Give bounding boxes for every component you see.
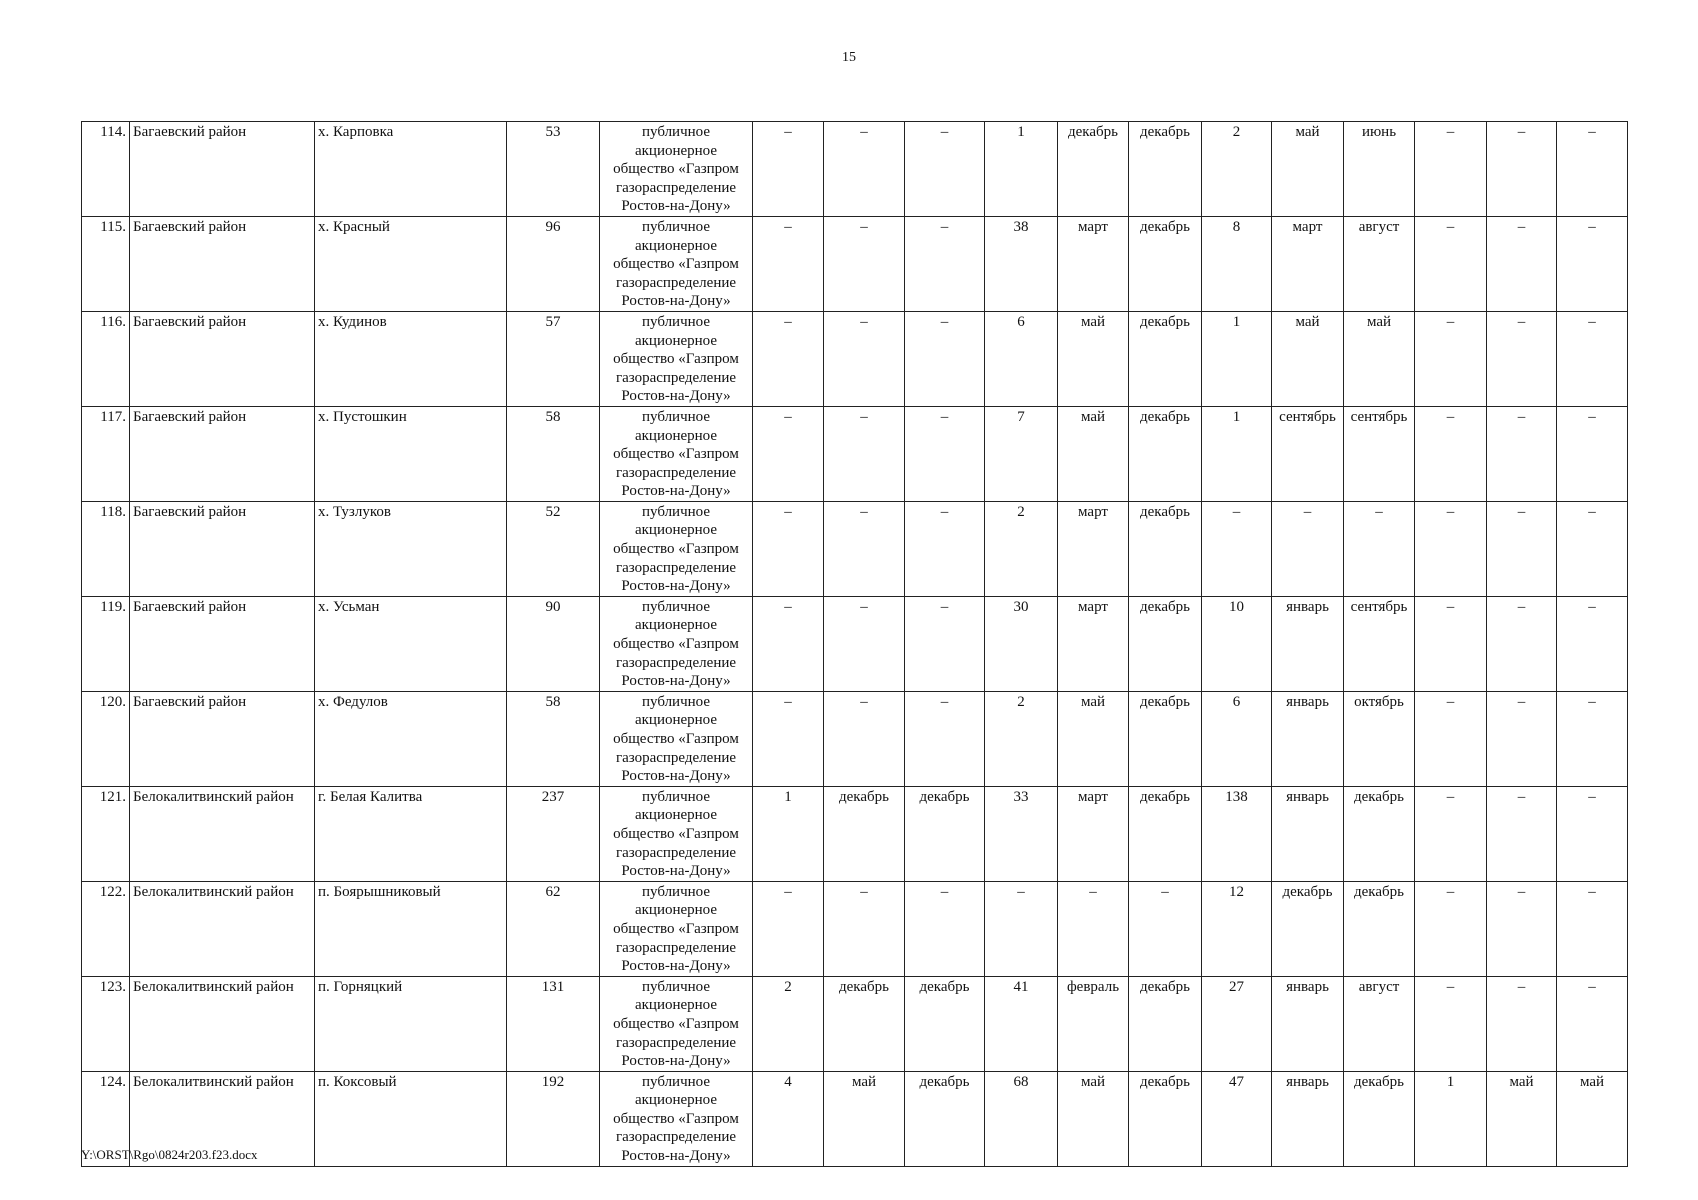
count-cell: 62 <box>507 881 600 976</box>
gasification-table <box>81 121 1628 1167</box>
row-number-cell: 116. <box>82 311 130 406</box>
period1-start-cell: – <box>824 122 905 217</box>
table-row <box>82 406 1628 501</box>
period1-start-cell: – <box>824 311 905 406</box>
period1-end-cell: – <box>905 596 985 691</box>
period4-start-cell: – <box>1487 786 1557 881</box>
period4-count-cell: – <box>1415 596 1487 691</box>
period2-end-cell: декабрь <box>1129 976 1202 1071</box>
period2-start-cell: март <box>1058 596 1129 691</box>
period3-end-cell: декабрь <box>1344 1071 1415 1166</box>
period1-count-cell: – <box>753 881 824 976</box>
period4-start-cell: – <box>1487 976 1557 1071</box>
period1-end-cell: декабрь <box>905 1071 985 1166</box>
organization-cell: публичное акционерное общество «Газпром газораспределение Ростов-на-Дону» <box>600 691 753 786</box>
period4-start-cell: – <box>1487 691 1557 786</box>
table-row <box>82 881 1628 976</box>
count-cell: 131 <box>507 976 600 1071</box>
period4-count-cell: 1 <box>1415 1071 1487 1166</box>
period3-start-cell: январь <box>1272 691 1344 786</box>
period2-count-cell: 30 <box>985 596 1058 691</box>
period4-end-cell: – <box>1557 406 1628 501</box>
period1-start-cell: май <box>824 1071 905 1166</box>
period2-count-cell: 41 <box>985 976 1058 1071</box>
period2-count-cell: 38 <box>985 216 1058 311</box>
period2-count-cell: 2 <box>985 691 1058 786</box>
period2-start-cell: март <box>1058 216 1129 311</box>
settlement-cell: г. Белая Калитва <box>315 786 507 881</box>
period1-count-cell: 4 <box>753 1071 824 1166</box>
period4-count-cell: – <box>1415 216 1487 311</box>
period4-end-cell: – <box>1557 122 1628 217</box>
period3-end-cell: октябрь <box>1344 691 1415 786</box>
row-number-cell: 115. <box>82 216 130 311</box>
period1-count-cell: – <box>753 216 824 311</box>
period2-count-cell: – <box>985 881 1058 976</box>
period1-count-cell: – <box>753 311 824 406</box>
period4-count-cell: – <box>1415 976 1487 1071</box>
period2-count-cell: 1 <box>985 122 1058 217</box>
count-cell: 90 <box>507 596 600 691</box>
row-number-cell: 120. <box>82 691 130 786</box>
table-row <box>82 786 1628 881</box>
settlement-cell: х. Красный <box>315 216 507 311</box>
period3-count-cell: 27 <box>1202 976 1272 1071</box>
period3-count-cell: 8 <box>1202 216 1272 311</box>
settlement-cell: х. Пустошкин <box>315 406 507 501</box>
period2-end-cell: декабрь <box>1129 786 1202 881</box>
period3-end-cell: сентябрь <box>1344 596 1415 691</box>
organization-cell: публичное акционерное общество «Газпром газораспределение Ростов-на-Дону» <box>600 881 753 976</box>
period1-count-cell: – <box>753 691 824 786</box>
period4-start-cell: – <box>1487 216 1557 311</box>
period1-start-cell: – <box>824 691 905 786</box>
period4-end-cell: – <box>1557 596 1628 691</box>
table-row <box>82 596 1628 691</box>
period1-end-cell: – <box>905 122 985 217</box>
period2-end-cell: декабрь <box>1129 1071 1202 1166</box>
period3-count-cell: 2 <box>1202 122 1272 217</box>
period3-end-cell: сентябрь <box>1344 406 1415 501</box>
period4-count-cell: – <box>1415 691 1487 786</box>
period4-start-cell: – <box>1487 881 1557 976</box>
row-number-cell: 118. <box>82 501 130 596</box>
table-row <box>82 216 1628 311</box>
period2-count-cell: 2 <box>985 501 1058 596</box>
period2-start-cell: март <box>1058 501 1129 596</box>
table-row <box>82 311 1628 406</box>
period4-count-cell: – <box>1415 311 1487 406</box>
period2-end-cell: декабрь <box>1129 122 1202 217</box>
organization-cell: публичное акционерное общество «Газпром газораспределение Ростов-на-Дону» <box>600 122 753 217</box>
district-cell: Белокалитвинский район <box>130 881 315 976</box>
district-cell: Багаевский район <box>130 691 315 786</box>
row-number-cell: 114. <box>82 122 130 217</box>
table-row <box>82 501 1628 596</box>
period1-end-cell: декабрь <box>905 786 985 881</box>
period3-start-cell: май <box>1272 122 1344 217</box>
district-cell: Багаевский район <box>130 406 315 501</box>
period1-start-cell: – <box>824 596 905 691</box>
period3-end-cell: декабрь <box>1344 786 1415 881</box>
period3-end-cell: декабрь <box>1344 881 1415 976</box>
period2-start-cell: февраль <box>1058 976 1129 1071</box>
period2-start-cell: декабрь <box>1058 122 1129 217</box>
period3-start-cell: – <box>1272 501 1344 596</box>
district-cell: Белокалитвинский район <box>130 976 315 1071</box>
period2-start-cell: май <box>1058 1071 1129 1166</box>
settlement-cell: п. Горняцкий <box>315 976 507 1071</box>
period3-count-cell: – <box>1202 501 1272 596</box>
organization-cell: публичное акционерное общество «Газпром газораспределение Ростов-на-Дону» <box>600 1071 753 1166</box>
period4-end-cell: – <box>1557 881 1628 976</box>
period1-start-cell: – <box>824 881 905 976</box>
period2-count-cell: 68 <box>985 1071 1058 1166</box>
row-number-cell: 124. <box>82 1071 130 1166</box>
period2-end-cell: декабрь <box>1129 406 1202 501</box>
period3-count-cell: 47 <box>1202 1071 1272 1166</box>
district-cell: Багаевский район <box>130 216 315 311</box>
period3-start-cell: декабрь <box>1272 881 1344 976</box>
period3-end-cell: май <box>1344 311 1415 406</box>
period4-start-cell: май <box>1487 1071 1557 1166</box>
district-cell: Багаевский район <box>130 122 315 217</box>
period3-start-cell: январь <box>1272 1071 1344 1166</box>
period3-count-cell: 6 <box>1202 691 1272 786</box>
row-number-cell: 119. <box>82 596 130 691</box>
settlement-cell: х. Усьман <box>315 596 507 691</box>
period4-count-cell: – <box>1415 122 1487 217</box>
table-row <box>82 976 1628 1071</box>
period4-end-cell: – <box>1557 786 1628 881</box>
period2-end-cell: декабрь <box>1129 216 1202 311</box>
period2-end-cell: декабрь <box>1129 311 1202 406</box>
organization-cell: публичное акционерное общество «Газпром газораспределение Ростов-на-Дону» <box>600 311 753 406</box>
period4-end-cell: – <box>1557 501 1628 596</box>
period3-end-cell: август <box>1344 216 1415 311</box>
row-number-cell: 117. <box>82 406 130 501</box>
period4-count-cell: – <box>1415 786 1487 881</box>
period3-start-cell: январь <box>1272 976 1344 1071</box>
organization-cell: публичное акционерное общество «Газпром газораспределение Ростов-на-Дону» <box>600 976 753 1071</box>
period4-start-cell: – <box>1487 501 1557 596</box>
period2-start-cell: май <box>1058 691 1129 786</box>
period1-end-cell: декабрь <box>905 976 985 1071</box>
count-cell: 192 <box>507 1071 600 1166</box>
row-number-cell: 123. <box>82 976 130 1071</box>
period1-count-cell: – <box>753 501 824 596</box>
table-row <box>82 1071 1628 1166</box>
district-cell: Багаевский район <box>130 311 315 406</box>
period2-end-cell: – <box>1129 881 1202 976</box>
period1-start-cell: декабрь <box>824 786 905 881</box>
period4-end-cell: – <box>1557 311 1628 406</box>
period3-start-cell: январь <box>1272 596 1344 691</box>
period3-count-cell: 1 <box>1202 406 1272 501</box>
footer-file-path: Y:\ORST\Rgo\0824r203.f23.docx <box>81 1147 258 1162</box>
organization-cell: публичное акционерное общество «Газпром газораспределение Ростов-на-Дону» <box>600 596 753 691</box>
period1-start-cell: декабрь <box>824 976 905 1071</box>
page-number: 15 <box>842 50 856 65</box>
table-row <box>82 691 1628 786</box>
period3-count-cell: 12 <box>1202 881 1272 976</box>
period2-start-cell: май <box>1058 406 1129 501</box>
period1-end-cell: – <box>905 691 985 786</box>
settlement-cell: х. Карповка <box>315 122 507 217</box>
period2-end-cell: декабрь <box>1129 501 1202 596</box>
period3-count-cell: 138 <box>1202 786 1272 881</box>
period1-start-cell: – <box>824 501 905 596</box>
period1-count-cell: 1 <box>753 786 824 881</box>
period3-start-cell: январь <box>1272 786 1344 881</box>
period3-end-cell: – <box>1344 501 1415 596</box>
period1-end-cell: – <box>905 311 985 406</box>
period1-end-cell: – <box>905 406 985 501</box>
count-cell: 96 <box>507 216 600 311</box>
period4-end-cell: – <box>1557 976 1628 1071</box>
period1-start-cell: – <box>824 406 905 501</box>
period4-count-cell: – <box>1415 501 1487 596</box>
period3-start-cell: сентябрь <box>1272 406 1344 501</box>
period4-end-cell: – <box>1557 691 1628 786</box>
period1-count-cell: 2 <box>753 976 824 1071</box>
period2-end-cell: декабрь <box>1129 691 1202 786</box>
period1-end-cell: – <box>905 501 985 596</box>
period3-end-cell: июнь <box>1344 122 1415 217</box>
period4-end-cell: май <box>1557 1071 1628 1166</box>
period2-start-cell: – <box>1058 881 1129 976</box>
period2-start-cell: март <box>1058 786 1129 881</box>
period4-start-cell: – <box>1487 406 1557 501</box>
period4-count-cell: – <box>1415 406 1487 501</box>
period1-count-cell: – <box>753 122 824 217</box>
period2-count-cell: 33 <box>985 786 1058 881</box>
organization-cell: публичное акционерное общество «Газпром газораспределение Ростов-на-Дону» <box>600 216 753 311</box>
period3-count-cell: 10 <box>1202 596 1272 691</box>
settlement-cell: п. Боярышниковый <box>315 881 507 976</box>
count-cell: 58 <box>507 406 600 501</box>
count-cell: 237 <box>507 786 600 881</box>
row-number-cell: 121. <box>82 786 130 881</box>
count-cell: 57 <box>507 311 600 406</box>
period2-end-cell: декабрь <box>1129 596 1202 691</box>
period4-start-cell: – <box>1487 311 1557 406</box>
organization-cell: публичное акционерное общество «Газпром газораспределение Ростов-на-Дону» <box>600 786 753 881</box>
district-cell: Багаевский район <box>130 596 315 691</box>
period2-start-cell: май <box>1058 311 1129 406</box>
period4-start-cell: – <box>1487 596 1557 691</box>
district-cell: Белокалитвинский район <box>130 1071 315 1166</box>
row-number-cell: 122. <box>82 881 130 976</box>
period4-end-cell: – <box>1557 216 1628 311</box>
period3-start-cell: май <box>1272 311 1344 406</box>
settlement-cell: х. Федулов <box>315 691 507 786</box>
settlement-cell: п. Коксовый <box>315 1071 507 1166</box>
period2-count-cell: 7 <box>985 406 1058 501</box>
period2-count-cell: 6 <box>985 311 1058 406</box>
period4-count-cell: – <box>1415 881 1487 976</box>
period3-count-cell: 1 <box>1202 311 1272 406</box>
district-cell: Белокалитвинский район <box>130 786 315 881</box>
organization-cell: публичное акционерное общество «Газпром газораспределение Ростов-на-Дону» <box>600 406 753 501</box>
count-cell: 53 <box>507 122 600 217</box>
period1-count-cell: – <box>753 596 824 691</box>
period1-count-cell: – <box>753 406 824 501</box>
period1-start-cell: – <box>824 216 905 311</box>
settlement-cell: х. Кудинов <box>315 311 507 406</box>
count-cell: 52 <box>507 501 600 596</box>
settlement-cell: х. Тузлуков <box>315 501 507 596</box>
period1-end-cell: – <box>905 216 985 311</box>
count-cell: 58 <box>507 691 600 786</box>
table-row <box>82 122 1628 217</box>
period4-start-cell: – <box>1487 122 1557 217</box>
district-cell: Багаевский район <box>130 501 315 596</box>
period3-start-cell: март <box>1272 216 1344 311</box>
organization-cell: публичное акционерное общество «Газпром газораспределение Ростов-на-Дону» <box>600 501 753 596</box>
period3-end-cell: август <box>1344 976 1415 1071</box>
period1-end-cell: – <box>905 881 985 976</box>
